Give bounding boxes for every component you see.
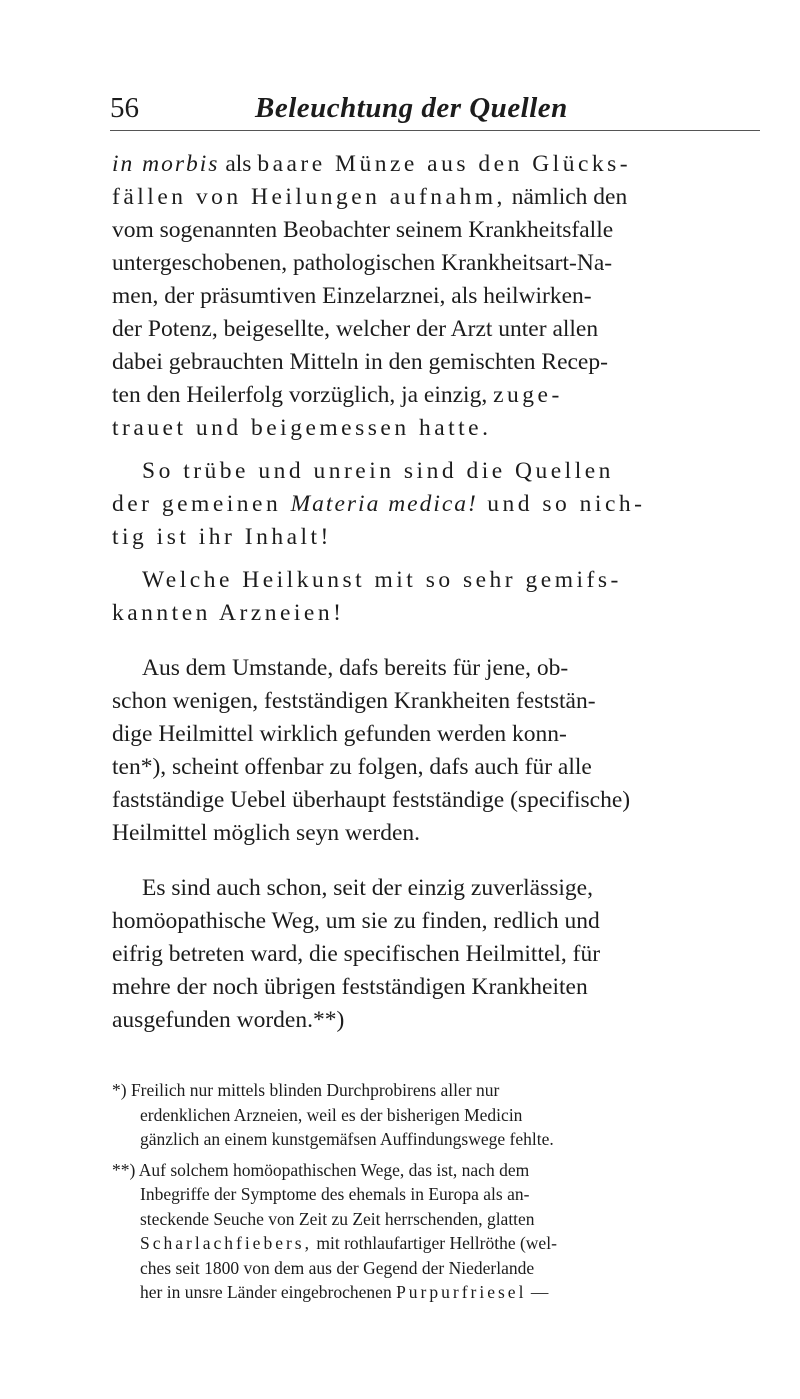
text-line: Aus dem Umstande, dafs bereits für jene, ob- — [142, 655, 569, 681]
text-run: als — [219, 151, 258, 177]
text-line: fastständige Uebel überhaupt festständige (specifische) — [112, 787, 631, 813]
emphasis-run: Purpurfriesel — [396, 1282, 527, 1302]
emphasis-line: So trübe und unrein sind die Quellen — [142, 458, 614, 484]
text-run: ten den Heilerfolg vorzüglich, ja einzig, — [112, 382, 494, 408]
emphasis-run: fällen von Heilungen aufnahm, — [112, 184, 506, 210]
footnote-line: gänzlich an einem kunstgemäfsen Auffindungswege fehlte. — [140, 1129, 554, 1149]
text-line: ten*), scheint offenbar zu folgen, dafs auch für alle — [112, 754, 592, 780]
text-line: dige Heilmittel wirklich gefunden werden konn- — [112, 721, 567, 747]
footnote-2 — [112, 1158, 752, 1305]
text-line: Heilmittel möglich seyn werden. — [112, 820, 421, 846]
footnote-1 — [112, 1078, 752, 1152]
footnote-line: erdenklichen Arzneien, weil es der bisherigen Medicin — [140, 1104, 523, 1125]
text-line: eifrig betreten ward, die specifischen Heilmittel, für — [112, 941, 601, 967]
paragraph-1 — [112, 148, 752, 445]
text-run: her in unsre Länder eingebrochenen — [140, 1282, 397, 1302]
emphasis-run: baare Münze aus den Glücks- — [257, 151, 632, 177]
header-rule — [110, 130, 760, 131]
emphasis-run: der gemeinen — [112, 491, 291, 517]
emphasis-line: tig ist ihr Inhalt! — [112, 524, 332, 550]
text-line: homöopathische Weg, um sie zu finden, redlich und — [112, 908, 600, 934]
paragraph-2 — [112, 455, 752, 488]
main-text — [112, 148, 752, 1047]
emphasis-run: trauet und beigemessen hatte. — [112, 415, 492, 441]
text-line: mehre der noch übrigen festständigen Krankheiten — [112, 974, 588, 1000]
text-line: vom sogenannten Beobachter seinem Krankheitsfalle — [112, 217, 614, 243]
footnote-line-wrap — [112, 1282, 548, 1302]
paragraph-4 — [112, 652, 752, 850]
page-number: 56 — [110, 92, 139, 124]
footnote-line: **) Auf solchem homöopathischen Wege, das ist, nach dem — [112, 1159, 530, 1180]
footnotes — [112, 1078, 752, 1307]
footnote-line: steckende Seuche von Zeit zu Zeit herrschenden, glatten — [140, 1208, 535, 1229]
paragraph-3 — [112, 564, 752, 597]
text-line: schon wenigen, festständigen Krankheiten feststän- — [112, 688, 596, 714]
text-line: der Potenz, beigesellte, welcher der Arzt unter allen — [112, 316, 599, 342]
emphasis-line: kannten Arzneien! — [112, 600, 345, 626]
text-line: dabei gebrauchten Mitteln in den gemischten Recep- — [112, 349, 608, 375]
emphasis-run: und so nich- — [477, 491, 646, 517]
emphasis-line: Welche Heilkunst mit so sehr gemifs- — [142, 567, 622, 593]
emphasis-run: Scharlachfiebers, — [140, 1233, 312, 1253]
text-line: Es sind auch schon, seit der einzig zuverlässige, — [142, 875, 593, 901]
text-line: untergeschobenen, pathologischen Krankheitsart-Na- — [112, 250, 613, 276]
paragraph-3-cont — [112, 597, 752, 630]
text-line: men, der präsumtiven Einzelarznei, als heilwirken- — [112, 283, 592, 309]
footnote-line: Inbegriffe der Symptome des ehemals in Europa als an- — [140, 1184, 530, 1204]
text-run: — — [526, 1282, 549, 1302]
latin-phrase: in morbis — [112, 151, 220, 177]
running-title: Beleuchtung der Quellen — [255, 92, 568, 124]
emphasis-run: zuge- — [493, 382, 563, 408]
text-run: nämlich den — [505, 184, 628, 210]
footnote-line: ches seit 1800 von dem aus der Gegend der Niederlande — [140, 1257, 535, 1278]
paragraph-2-cont — [112, 488, 752, 554]
paragraph-5 — [112, 872, 752, 1037]
text-run: mit rothlaufartiger Hellröthe (wel- — [311, 1233, 557, 1253]
footnote-line: *) Freilich nur mittels blinden Durchprobirens aller nur — [112, 1080, 500, 1100]
latin-phrase: Materia medica! — [290, 491, 478, 517]
footnote-line-wrap — [112, 1233, 557, 1253]
text-line: ausgefunden worden.**) — [112, 1007, 345, 1033]
page-header — [110, 88, 760, 128]
